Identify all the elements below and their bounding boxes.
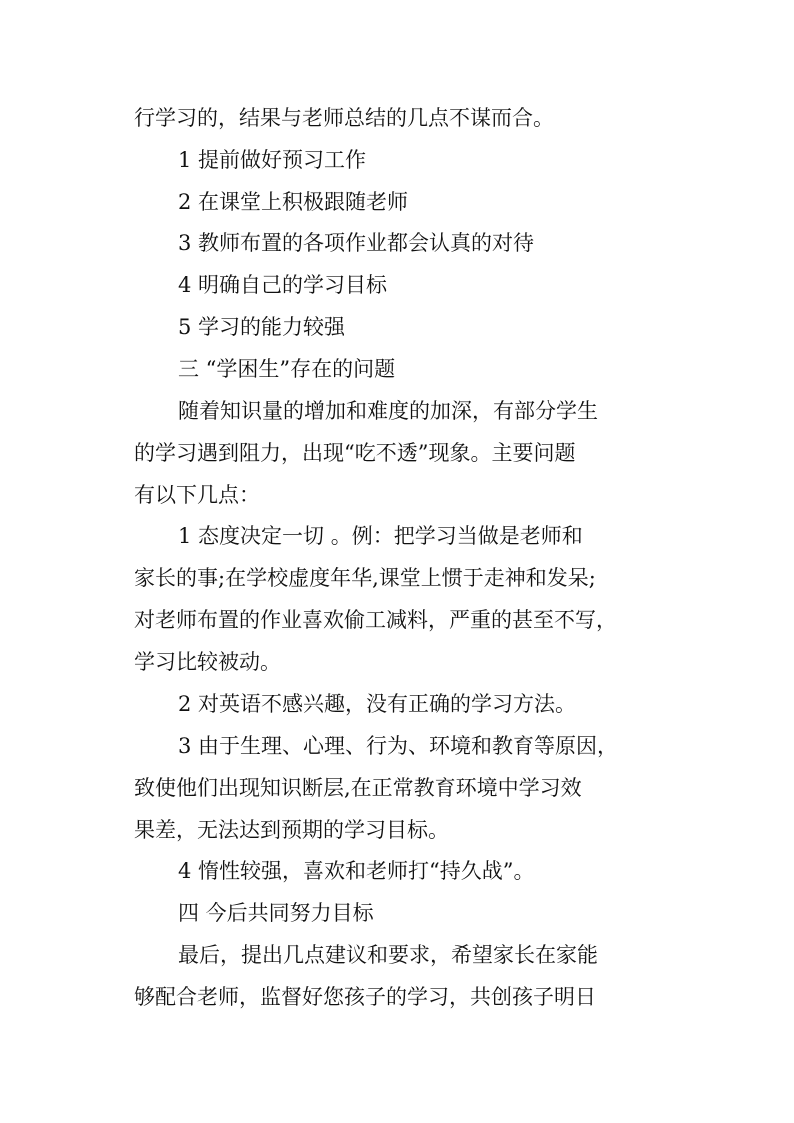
- section-heading: 三 “学困生”存在的问题: [178, 357, 396, 381]
- text-line: 的学习遇到阻力，出现“吃不透”现象。主要问题: [134, 441, 576, 465]
- list-item: 2 对英语不感兴趣，没有正确的学习方法。: [178, 692, 577, 716]
- text-line: 致使他们出现知识断层,在正常教育环境中学习效: [134, 776, 582, 800]
- list-item: 3 教师布置的各项作业都会认真的对待: [178, 231, 535, 255]
- list-item: 4 惰性较强，喜欢和老师打“持久战”。: [178, 859, 535, 883]
- text-line: 最后，提出几点建议和要求，希望家长在家能: [178, 943, 598, 967]
- text-line: 学习比较被动。: [134, 650, 281, 674]
- text-line: 够配合老师，监督好您孩子的学习，共创孩子明日: [134, 985, 596, 1009]
- text-line: 随着知识量的增加和难度的加深，有部分学生: [178, 399, 598, 423]
- list-item: 1 态度决定一切 。例：把学习当做是老师和: [178, 524, 583, 548]
- list-item: 4 明确自己的学习目标: [178, 273, 388, 297]
- text-line: 有以下几点：: [134, 483, 260, 507]
- list-item: 3 由于生理、心理、行为、环境和教育等原因，: [178, 734, 619, 758]
- text-line: 行学习的，结果与老师总结的几点不谋而合。: [134, 106, 554, 130]
- section-heading: 四 今后共同努力目标: [178, 901, 374, 925]
- list-item: 2 在课堂上积极跟随老师: [178, 190, 409, 214]
- text-line: 对老师布置的作业喜欢偷工减料，严重的甚至不写，: [134, 608, 617, 632]
- text-line: 果差，无法达到预期的学习目标。: [134, 818, 449, 842]
- list-item: 5 学习的能力较强: [178, 315, 346, 339]
- text-line: 家长的事;在学校虚度年华,课堂上惯于走神和发呆;: [134, 566, 596, 590]
- list-item: 1 提前做好预习工作: [178, 148, 367, 172]
